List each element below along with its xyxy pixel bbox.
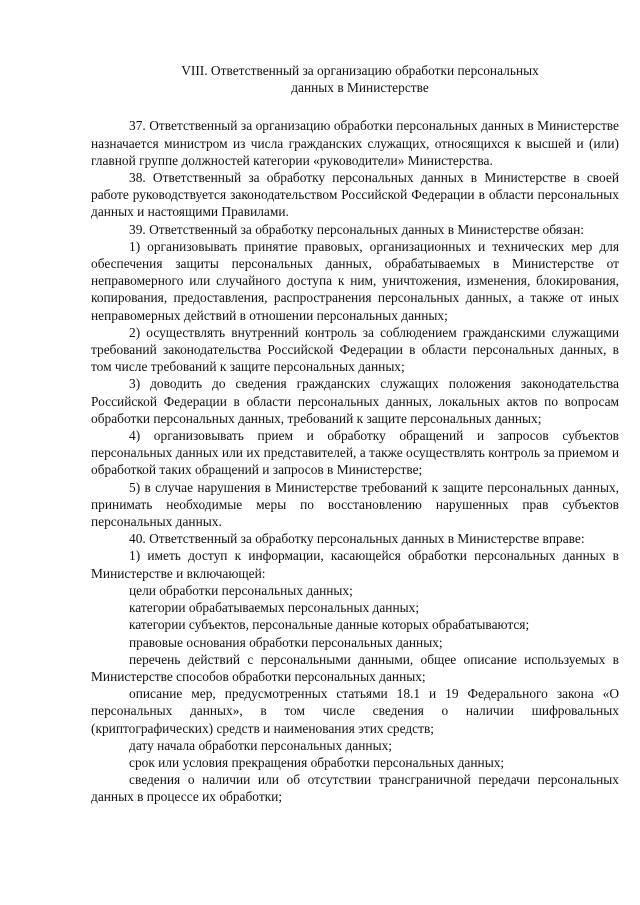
section-title-line-1: VIII. Ответственный за организацию обработки персональных [181,63,539,78]
paragraph-38: 38. Ответственный за обработку персональных данных в Министерстве в своей работе руководствуется законодательством Российской Федерации в области персональных данных и настоящими Правилами. [91,170,619,220]
section-heading [91,62,619,96]
list-item-39-5: 5) в случае нарушения в Министерстве требований к защите персональных данных, принимать необходимые меры по восстановлению нарушенных прав субъектов персональных данных. [91,479,619,530]
list-item-39-4: 4) организовывать прием и обработку обращений и запросов субъектов персональных данных или их представителей, а также осуществлять контроль за приемом и обработкой таких обращений и запросов в Министерстве; [91,428,619,478]
sub-item-actions-list: перечень действий с персональными данными, общее описание используемых в Министерстве способов обработки персональных данных; [91,651,619,684]
paragraph-37: 37. Ответственный за организацию обработки персональных данных в Министерстве назначается министром из числа гражданских служащих, относящихся к высшей и (или) главной группе должностей категории «руководители» Министерства. [91,118,619,168]
list-item-39-3: 3) доводить до сведения гражданских служащих положения законодательства Российской Федерации в области персональных данных, локальных актов по вопросам обработки персональных данных, требований к защите персональных данных; [91,376,619,426]
section-title-line-2: данных в Министерстве [291,80,429,96]
sub-item-measures: описание мер, предусмотренных статьями 18.1 и 19 Федерального закона «О персональных данных», в том числе сведения о наличии шифровальных (криптографических) средств и наименования этих средств; [91,686,619,736]
list-item-39-1: 1) организовывать принятие правовых, организационных и технических мер для обеспечения защиты персональных данных, обрабатываемых в Министерстве от неправомерного или случайного доступа к ним, уничтожения, изменения, блокирования, копирования, предоставления, распространения персональных данных, а также от иных неправомерных действий в отношении персональных данных; [91,238,619,323]
sub-item-purposes: цели обработки персональных данных; [129,582,353,598]
sub-item-cross-border: сведения о наличии или об отсутствии трансграничной передачи персональных данных в процессе их обработки; [91,772,619,805]
paragraph-40: 40. Ответственный за обработку персональных данных в Министерстве вправе: [129,531,585,547]
list-item-39-2: 2) осуществлять внутренний контроль за соблюдением гражданскими служащими требований законодательства Российской Федерации в области персональных данных, в том числе требований к защите персональных данных; [91,324,619,375]
sub-item-start-date: дату начала обработки персональных данных; [129,737,392,753]
document-body [91,117,619,805]
sub-item-subject-categories: категории субъектов, персональные данные которых обрабатываются; [129,617,530,633]
sub-item-legal-basis: правовые основания обработки персональных данных; [129,634,443,650]
document-page [91,62,619,806]
list-item-40-1: 1) иметь доступ к информации, касающейся обработки персональных данных в Министерстве и включающей: [91,548,619,581]
sub-item-data-categories: категории обрабатываемых персональных данных; [129,600,420,616]
paragraph-39: 39. Ответственный за обработку персональных данных в Министерстве обязан: [129,221,584,237]
sub-item-end-conditions: срок или условия прекращения обработки персональных данных; [129,754,505,770]
